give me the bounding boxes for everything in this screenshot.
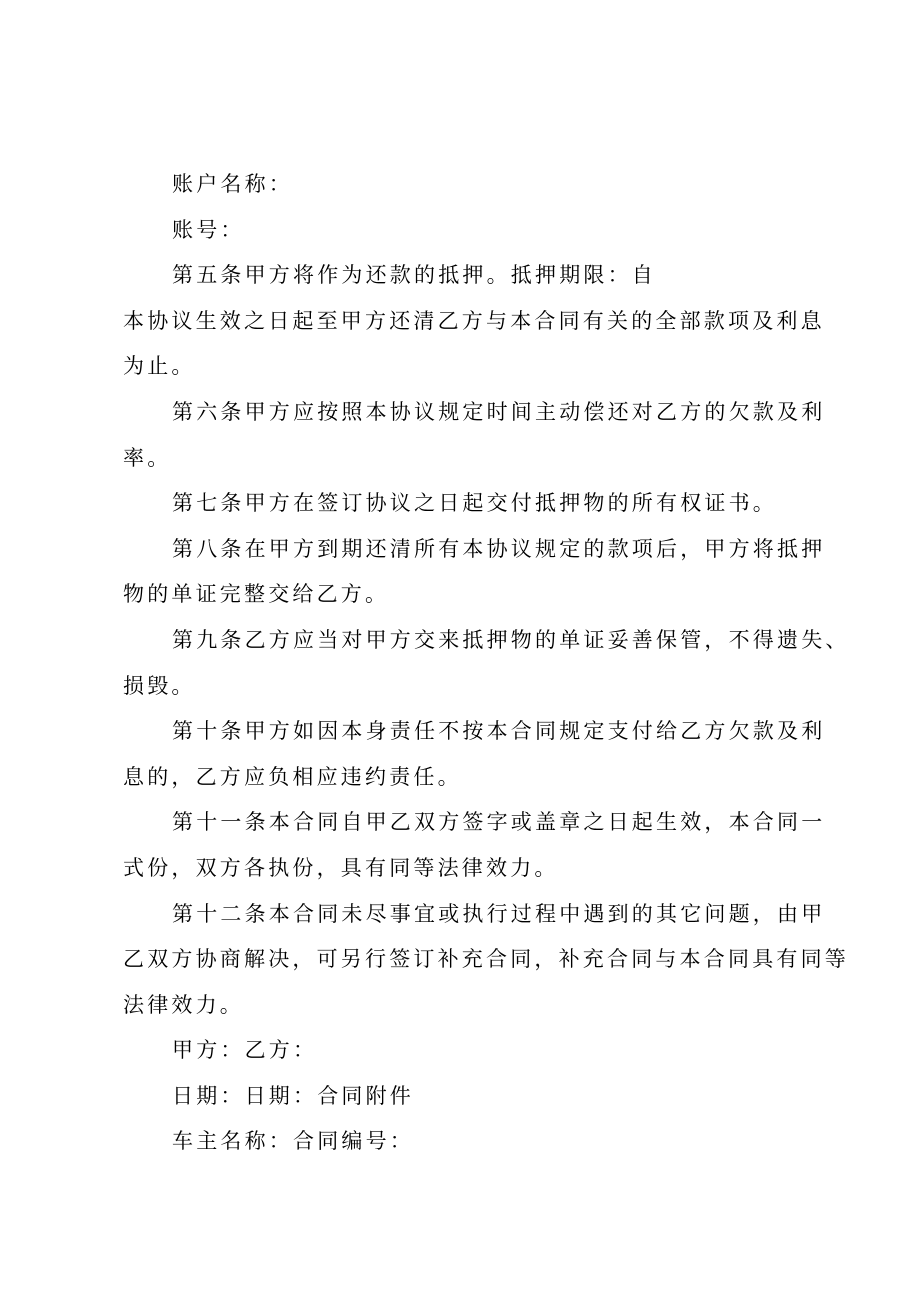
text-line: 第六条甲方应按照本协议规定时间主动偿还对乙方的欠款及利 [172,399,826,424]
text-line: 第十一条本合同自甲乙双方签字或盖章之日起生效，本合同一 [172,810,826,835]
text-line: 甲方：乙方： [172,1038,318,1063]
paragraph-article-10 [123,709,826,800]
paragraph-article-9 [123,618,850,709]
text-line: 为止。 [123,354,196,379]
paragraph-article-11 [123,800,826,891]
text-line: 第七条甲方在签订协议之日起交付抵押物的所有权证书。 [172,491,777,516]
paragraph-owner [123,1119,807,1165]
paragraph-article-12 [123,892,849,1029]
text-line: 本协议生效之日起至甲方还清乙方与本合同有关的全部款项及利息 [123,308,825,333]
text-line: 第五条甲方将作为还款的抵押。抵押期限：自 [172,263,656,288]
paragraph-article-8 [123,527,826,618]
text-line: 损毁。 [123,673,196,698]
paragraph-account-number [123,208,807,254]
text-line: 车主名称：合同编号： [172,1129,414,1154]
text-line: 乙双方协商解决，可另行签订补充合同，补充合同与本合同具有同等 [123,947,849,972]
paragraph-account-name [123,162,807,208]
paragraph-parties [123,1028,807,1074]
paragraph-dates [123,1074,807,1120]
text-line: 日期：日期：合同附件 [172,1083,414,1108]
text-line: 账户名称： [172,172,293,196]
document-body [123,162,850,1165]
paragraph-article-7 [123,481,807,527]
text-line: 第九条乙方应当对甲方交来抵押物的单证妥善保管，不得遗失、 [172,627,850,652]
text-line: 第十二条本合同未尽事宜或执行过程中遇到的其它问题，由甲 [172,901,826,926]
paragraph-article-6 [123,390,826,481]
text-line: 物的单证完整交给乙方。 [123,582,390,607]
text-line: 第八条在甲方到期还清所有本协议规定的款项后，甲方将抵押 [172,536,826,561]
text-line: 第十条甲方如因本身责任不按本合同规定支付给乙方欠款及利 [172,719,826,744]
paragraph-article-5 [123,253,825,390]
text-line: 法律效力。 [123,992,244,1017]
text-line: 率。 [123,445,172,470]
text-line: 账号： [172,217,245,242]
text-line: 式份，双方各执份，具有同等法律效力。 [123,855,559,880]
text-line: 息的，乙方应负相应违约责任。 [123,764,462,789]
